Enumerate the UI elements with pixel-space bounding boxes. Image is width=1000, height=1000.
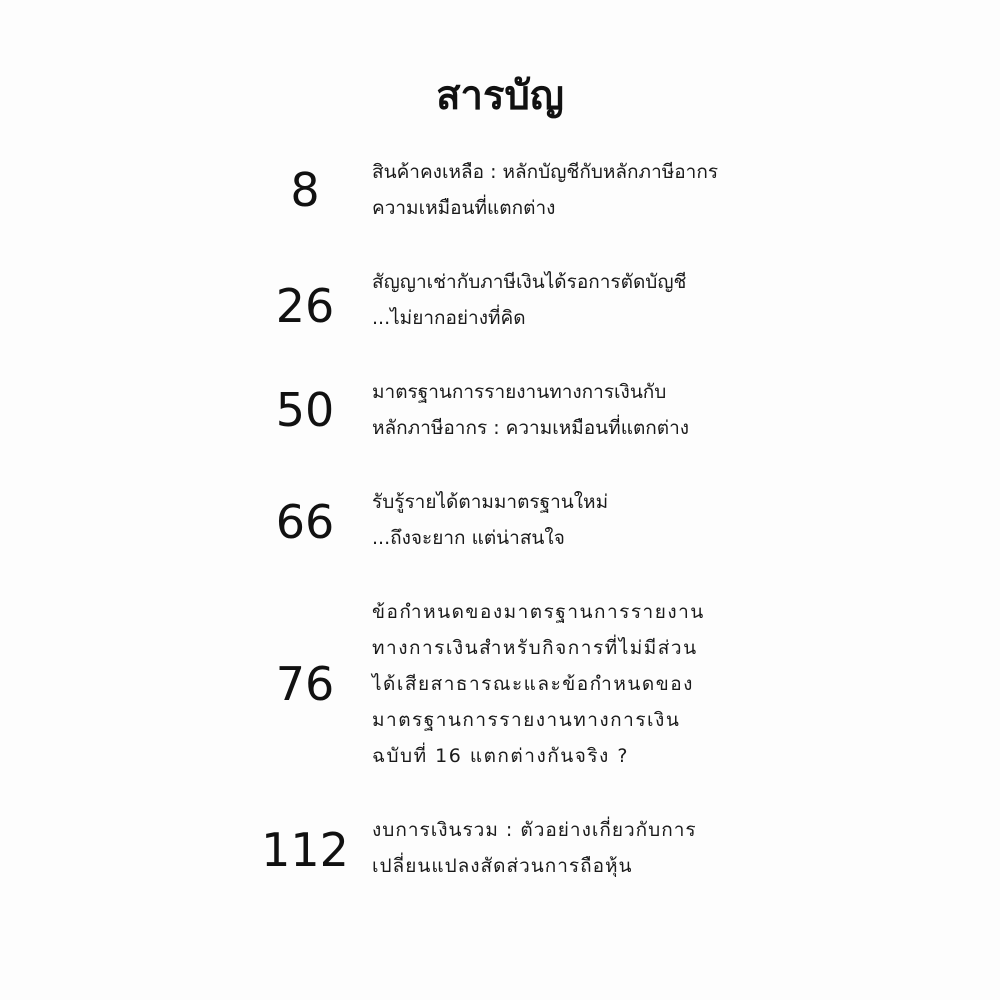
- entry-title: [372, 484, 932, 556]
- entry-title-line: สินค้าคงเหลือ : หลักบัญชีกับหลักภาษีอากร: [372, 161, 719, 183]
- toc-entry: [0, 812, 1000, 892]
- entry-title-line: ทางการเงินสำหรับกิจการที่ไม่มีส่วน: [372, 637, 698, 659]
- entry-title: [372, 594, 932, 774]
- entry-title-line: ฉบับที่ 16 แตกต่างกันจริง ?: [372, 745, 629, 767]
- entry-title-line: มาตรฐานการรายงานทางการเงิน: [372, 709, 681, 731]
- entry-title-line: สัญญาเช่ากับภาษีเงินได้รอการตัดบัญชี: [372, 271, 687, 293]
- toc-entry: [0, 264, 1000, 344]
- entry-title: [372, 264, 932, 336]
- entry-title-line: หลักภาษีอากร : ความเหมือนที่แตกต่าง: [372, 417, 690, 439]
- entry-title-line: ความเหมือนที่แตกต่าง: [372, 197, 556, 219]
- page-number: 26: [275, 279, 335, 333]
- entry-title: [372, 812, 932, 884]
- entry-title-line: งบการเงินรวม : ตัวอย่างเกี่ยวกับการ: [372, 819, 697, 841]
- entry-title-line: เปลี่ยนแปลงสัดส่วนการถือหุ้น: [372, 855, 633, 877]
- page-number: 66: [275, 495, 335, 549]
- entry-title: [372, 154, 932, 226]
- entry-title: [372, 374, 932, 446]
- page-title: สารบัญ: [436, 73, 564, 119]
- page-number: 112: [261, 823, 349, 877]
- entry-title-line: ...ไม่ยากอย่างที่คิด: [372, 307, 526, 329]
- toc-entry: [0, 484, 1000, 564]
- toc-entry: [0, 594, 1000, 780]
- toc-entry: [0, 154, 1000, 234]
- entry-title-line: ...ถึงจะยาก แต่น่าสนใจ: [372, 527, 565, 549]
- entry-title-line: ข้อกำหนดของมาตรฐานการรายงาน: [372, 601, 705, 623]
- page-number: 76: [275, 657, 335, 711]
- entry-title-line: รับรู้รายได้ตามมาตรฐานใหม่: [372, 491, 609, 513]
- toc-entry: [0, 374, 1000, 454]
- page-number: 8: [290, 163, 320, 217]
- entry-title-line: มาตรฐานการรายงานทางการเงินกับ: [372, 381, 667, 403]
- page-number: 50: [275, 383, 335, 437]
- entry-title-line: ได้เสียสาธารณะและข้อกำหนดของ: [372, 673, 694, 695]
